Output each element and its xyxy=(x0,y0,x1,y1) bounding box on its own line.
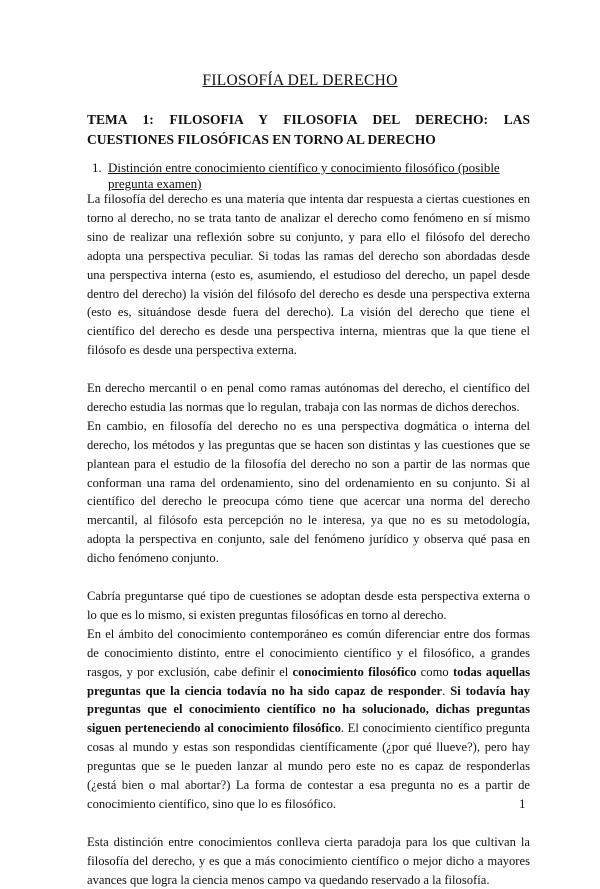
page-number: 1 xyxy=(519,796,526,811)
paragraph-text: En el ámbito del conocimiento contemporáneo es común diferenciar entre dos formas de conocimiento distinto, entre el conocimiento científico y el filosófico, a grandes rasgos, y por exclusión, cabe definir el xyxy=(87,626,530,679)
paragraph: En derecho mercantil o en penal como ramas autónomas del derecho, el científico del derecho estudia las normas que lo regulan, trabaja con las normas de dichos derechos. xyxy=(87,381,530,414)
paragraph: Cabría preguntarse qué tipo de cuestiones se adoptan desde esta perspectiva externa o lo que es lo mismo, si existen preguntas filosóficas en torno al derecho. xyxy=(87,589,530,622)
section-heading xyxy=(87,160,530,192)
paragraph-text: . El conocimiento científico pregunta cosas al mundo y estas son respondidas científicamente (¿por qué llueve?), pero hay preguntas que se le pueden lanzar al mundo pero este no es capaz de responderlas (¿está bien o mal abortar?) La forma de contestar a esa pregunta no es a partir de conocimiento científico, sino que lo es filosófico. xyxy=(87,721,530,811)
bold-text: Si todavía hay preguntas que el conocimiento científico no ha solucionado, dichas preguntas siguen perteneciendo al conocimiento filosófico xyxy=(87,683,530,736)
paragraph-text: como xyxy=(416,664,453,679)
bold-text: todas aquellas preguntas que la ciencia todavía no ha sido capaz de responder xyxy=(87,664,531,698)
page-title: FILOSOFÍA DEL DERECHO xyxy=(202,72,398,89)
paragraph-text: . xyxy=(442,683,451,698)
paragraph: Esta distinción entre conocimientos conlleva cierta paradoja para los que cultivan la filosofía del derecho, y es que a más conocimiento científico o mejor dicho a mayores avances que logra la ciencia menos campo va quedando reservado a la filosofía. xyxy=(87,834,530,887)
paragraph: En cambio, en filosofía del derecho no es una perspectiva dogmática o interna del derecho, los métodos y las preguntas que se hacen son distintas y las cuestiones que se plantean para el estudio de la filosofía del derecho no son a partir de las normas que conforman una rama del ordenamiento, sino del ordenamiento en su conjunto. Si al científico del derecho le preocupa cómo tiene que acercar una norma del derecho mercantil, al filósofo esta percepción no le interesa, ya que no es su metodología, adopta la perspectiva en conjunto, sale del fenómeno jurídico y observa qué pasa en dicho fenómeno conjunto. xyxy=(87,418,530,566)
bold-text: conocimiento filosófico xyxy=(292,664,417,679)
section-number: 1. xyxy=(92,160,102,175)
topic-heading: TEMA 1: FILOSOFIA Y FILOSOFIA DEL DERECHO: LAS CUESTIONES FILOSÓFICAS EN TORNO AL DERECHO xyxy=(87,112,530,147)
section-heading-text: Distinción entre conocimiento científico y conocimiento filosófico (posible pregunta examen) xyxy=(108,160,500,191)
paragraph: La filosofía del derecho es una materia que intenta dar respuesta a ciertas cuestiones en torno al derecho, no se trata tanto de analizar el derecho como fenómeno en sí mismo sino de realizar una reflexión sobre su conjunto, y para ello el filósofo del derecho adopta una perspectiva peculiar. Si todas las ramas del derecho son abordadas desde una perspectiva interna (esto es, asumiendo, el estudioso del derecho, un papel desde dentro del derecho) la visión del filósofo del derecho es desde una perspectiva externa (esto es, situándose desde fuera del derecho). La visión del derecho que tiene el científico del derecho es desde una perspectiva interna, mientras que la que tiene el filósofo es desde una perspectiva externa. xyxy=(87,192,530,358)
paragraph xyxy=(87,625,530,814)
body-block-1 xyxy=(87,190,530,889)
